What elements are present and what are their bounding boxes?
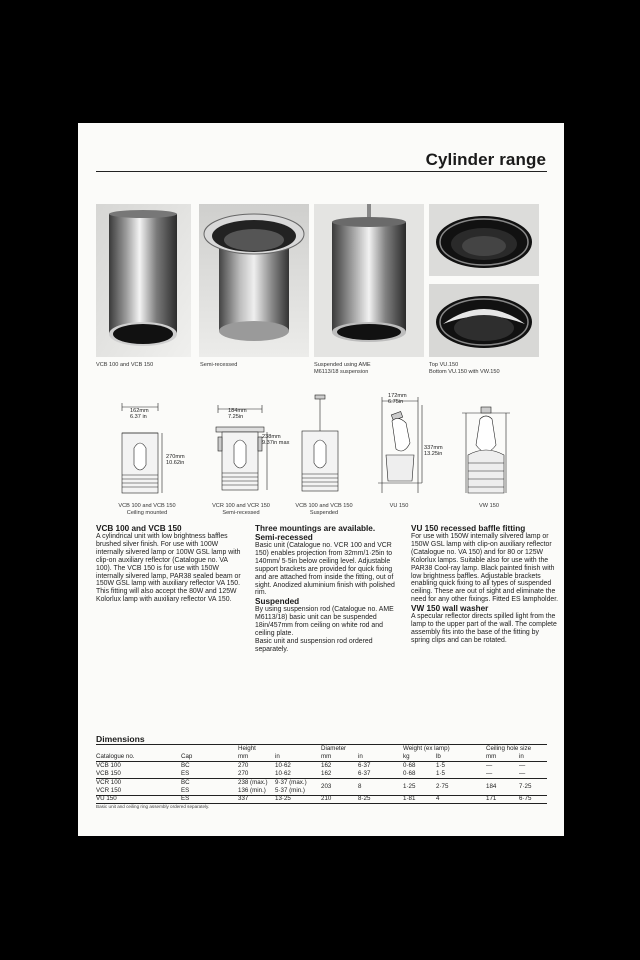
photo-vu150-vw150 [429, 284, 539, 357]
cell: 270 [238, 770, 249, 777]
th-ceiling-hole: Ceiling hole size [486, 745, 532, 752]
d2-width-in: 7.25in [228, 414, 244, 421]
cell: — [519, 770, 526, 777]
d5-caption: VW 150 [479, 503, 499, 509]
cell: — [486, 762, 493, 769]
cell: — [519, 762, 526, 769]
photo-caption-1: VCB 100 and VCB 150 [96, 362, 154, 368]
th-height: Height [238, 745, 256, 752]
cell: ES [181, 770, 190, 777]
cell: VCR 100 [96, 779, 122, 786]
d3-caption [282, 503, 366, 516]
th-weight-kg: kg [403, 753, 410, 760]
text-column-1 [96, 524, 244, 604]
photo-caption-3 [314, 362, 371, 375]
photo-suspended [314, 204, 424, 357]
photo-vcb-ceiling [96, 204, 191, 357]
text-column-2 [255, 524, 403, 654]
d4-height-mm: 337mm [424, 445, 443, 451]
d1-width-label [130, 408, 149, 421]
photo-caption-4-line-1: Top VU.150 [429, 362, 459, 368]
catalogue-page [78, 123, 564, 836]
drawing-vcb-suspended [290, 393, 360, 498]
th-diameter: Diameter [321, 745, 347, 752]
photo-caption-3-line-1: Suspended using AME [314, 362, 371, 368]
cell: 210 [321, 795, 332, 802]
d1-width-mm: 162mm [130, 408, 149, 414]
photo-caption-3-line-2: M6113/18 suspension [314, 368, 369, 375]
cell: 0·68 [403, 762, 416, 769]
d3-caption-line-1: VCB 100 and VCB 150 [295, 503, 353, 509]
col1-heading: VCB 100 and VCB 150 [96, 524, 182, 533]
d1-caption-line-2: Ceiling mounted [126, 509, 168, 516]
d4-height-label [424, 445, 443, 458]
col3-vw150-body: A specular reflector directs spilled light from the lamp to the upper part of the wall. The complete assembly fits into the base of the fitting by spring clips and can be rotated. [411, 613, 557, 644]
d2-caption-line-1: VCR 100 and VCR 150 [212, 503, 270, 509]
d1-height-in: 10.62in [166, 460, 185, 467]
col3-vu150-body: For use with 150W internally silvered lamp or 150W GSL lamp with clip-on auxiliary reflector (Catalogue no. VA 150) and for 80 or 125W Kolorlux lamps. Suitable also for use with the PAR38 Cool-ray lamp. Black painted finish with low brightness baffles. Adjustable brackets enabling quick fixing to all types of suspended ceiling. These are out of sight and eliminate the need for any other fixings. Fitted ES lampholder. [411, 533, 559, 604]
cell: 6·37 [358, 762, 371, 769]
cell: VCB 150 [96, 770, 121, 777]
photo-caption-4 [429, 362, 500, 375]
col2-intro: Three mountings are available. [255, 524, 376, 533]
cell: 184 [486, 783, 497, 790]
th-diameter-mm: mm [321, 753, 332, 760]
d4-caption: VU 150 [389, 503, 409, 509]
dimensions-title: Dimensions [96, 734, 145, 744]
d1-caption-line-1: VCB 100 and VCB 150 [118, 503, 176, 509]
cell: 2·75 [436, 783, 449, 790]
col2-semi-recessed-body: Basic unit (Catalogue no. VCR 100 and VCR 150) enables projection from 32mm/1·25in to 140mm/ 5·5in below ceiling level. Adjustable support brackets are provided for quick fixing and are attached from inside the fitting, out of sight. Anodized aluminium finish with polished rim. [255, 542, 395, 597]
cell: ES [181, 787, 190, 794]
text-column-3 [411, 524, 559, 645]
th-weight: Weight (ex lamp) [403, 745, 450, 752]
title-rule [96, 171, 547, 172]
d4-width-in: 6.75in [388, 399, 404, 406]
cell: 1·81 [403, 795, 416, 802]
page-title: Cylinder range [425, 150, 546, 169]
col2-suspended-body: By using suspension rod (Catalogue no. AME M6113/18) basic unit can be suspended 18in/457mm from ceiling on white rod and ceiling plate. [255, 606, 394, 638]
cell: 203 [321, 783, 332, 790]
cell: 136 (min.) [238, 787, 266, 794]
cell: 13·25 [275, 795, 291, 802]
cell: 238 (max.) [238, 779, 268, 786]
photo-semi-recessed [199, 204, 309, 357]
cell: BC [181, 779, 190, 786]
cell: 8·25 [358, 795, 371, 802]
th-catalogue-no: Catalogue no. [96, 753, 135, 760]
d1-height-label [166, 454, 185, 467]
col3-heading-vw150: VW 150 wall washer [411, 604, 489, 614]
cell: VU 150 [96, 795, 117, 802]
col2-heading-suspended: Suspended [255, 597, 300, 607]
photo-vu150-top [429, 204, 539, 276]
cell: 171 [486, 795, 497, 802]
cell: 5·37 (min.) [275, 787, 305, 794]
d3-caption-line-2: Suspended [309, 509, 339, 516]
d2-caption [200, 503, 282, 516]
cell: 7·25 [519, 783, 532, 790]
d2-height-mm: 238mm [262, 434, 281, 440]
cell: 337 [238, 795, 249, 802]
d2-caption-line-2: Semi-recessed [222, 509, 260, 516]
dimensions-rule-row [96, 778, 547, 779]
th-hole-in: in [519, 753, 524, 760]
cell: 0·68 [403, 770, 416, 777]
d2-height-label [262, 434, 289, 447]
d4-width-mm: 172mm [388, 393, 407, 399]
dimensions-note: Basic unit and ceiling ring assembly ordered separately. [96, 804, 210, 809]
drawing-vcb-ceiling [112, 393, 192, 498]
cell: VCB 100 [96, 762, 121, 769]
cell: BC [181, 762, 190, 769]
d2-width-mm: 184mm [228, 408, 247, 414]
th-height-mm: mm [238, 753, 249, 760]
cell: 1·5 [436, 770, 445, 777]
cell: 162 [321, 762, 332, 769]
d2-height-in: 9.37in max [262, 440, 290, 447]
cell: 4 [436, 795, 440, 802]
d1-width-in: 6.37 in [130, 414, 147, 421]
cell: VCR 150 [96, 787, 122, 794]
th-height-in: in [275, 753, 280, 760]
cell: 8 [358, 783, 362, 790]
cell: 10·62 [275, 770, 291, 777]
col3-heading-vu150: VU 150 recessed baffle fitting [411, 524, 526, 533]
d1-caption [104, 503, 190, 516]
d4-height-in: 13.25in [424, 451, 443, 458]
cell: 10·62 [275, 762, 291, 769]
photo-caption-4-line-2: Bottom VU.150 with VW.150 [429, 368, 500, 375]
th-weight-lb: lb [436, 753, 441, 760]
cell: 270 [238, 762, 249, 769]
cell: 1·25 [403, 783, 416, 790]
d2-width-label [228, 408, 247, 421]
d4-width-label [388, 393, 407, 406]
cell: 9·37 (max.) [275, 779, 307, 786]
cell: 6·37 [358, 770, 371, 777]
th-cap: Cap [181, 753, 193, 760]
col1-body: A cylindrical unit with low brightness baffles brushed silver finish. For use with 100W internally silvered lamp or 100W GSL lamp with clip-on auxiliary reflector (Catalogue no. VA 100). The VCB 150 is for use with 150W internally silvered lamp, PAR38 sealed beam or 150W GSL lamp with auxiliary reflector VA 150. This fitting will also accept the 80W and 125W Kolorlux lamp with auxiliary reflector VA 150. [96, 533, 241, 604]
d1-height-mm: 270mm [166, 454, 185, 460]
drawing-vw150 [458, 393, 528, 498]
th-hole-mm: mm [486, 753, 497, 760]
cell: 6·75 [519, 795, 532, 802]
cell: 1·5 [436, 762, 445, 769]
col2-ordering-note: Basic unit and suspension rod ordered separately. [255, 637, 373, 653]
cell: 162 [321, 770, 332, 777]
photo-caption-2: Semi-recessed [200, 362, 238, 368]
col2-heading-semi-recessed: Semi-recessed [255, 533, 313, 542]
th-diameter-in: in [358, 753, 363, 760]
cell: — [486, 770, 493, 777]
cell: ES [181, 795, 190, 802]
